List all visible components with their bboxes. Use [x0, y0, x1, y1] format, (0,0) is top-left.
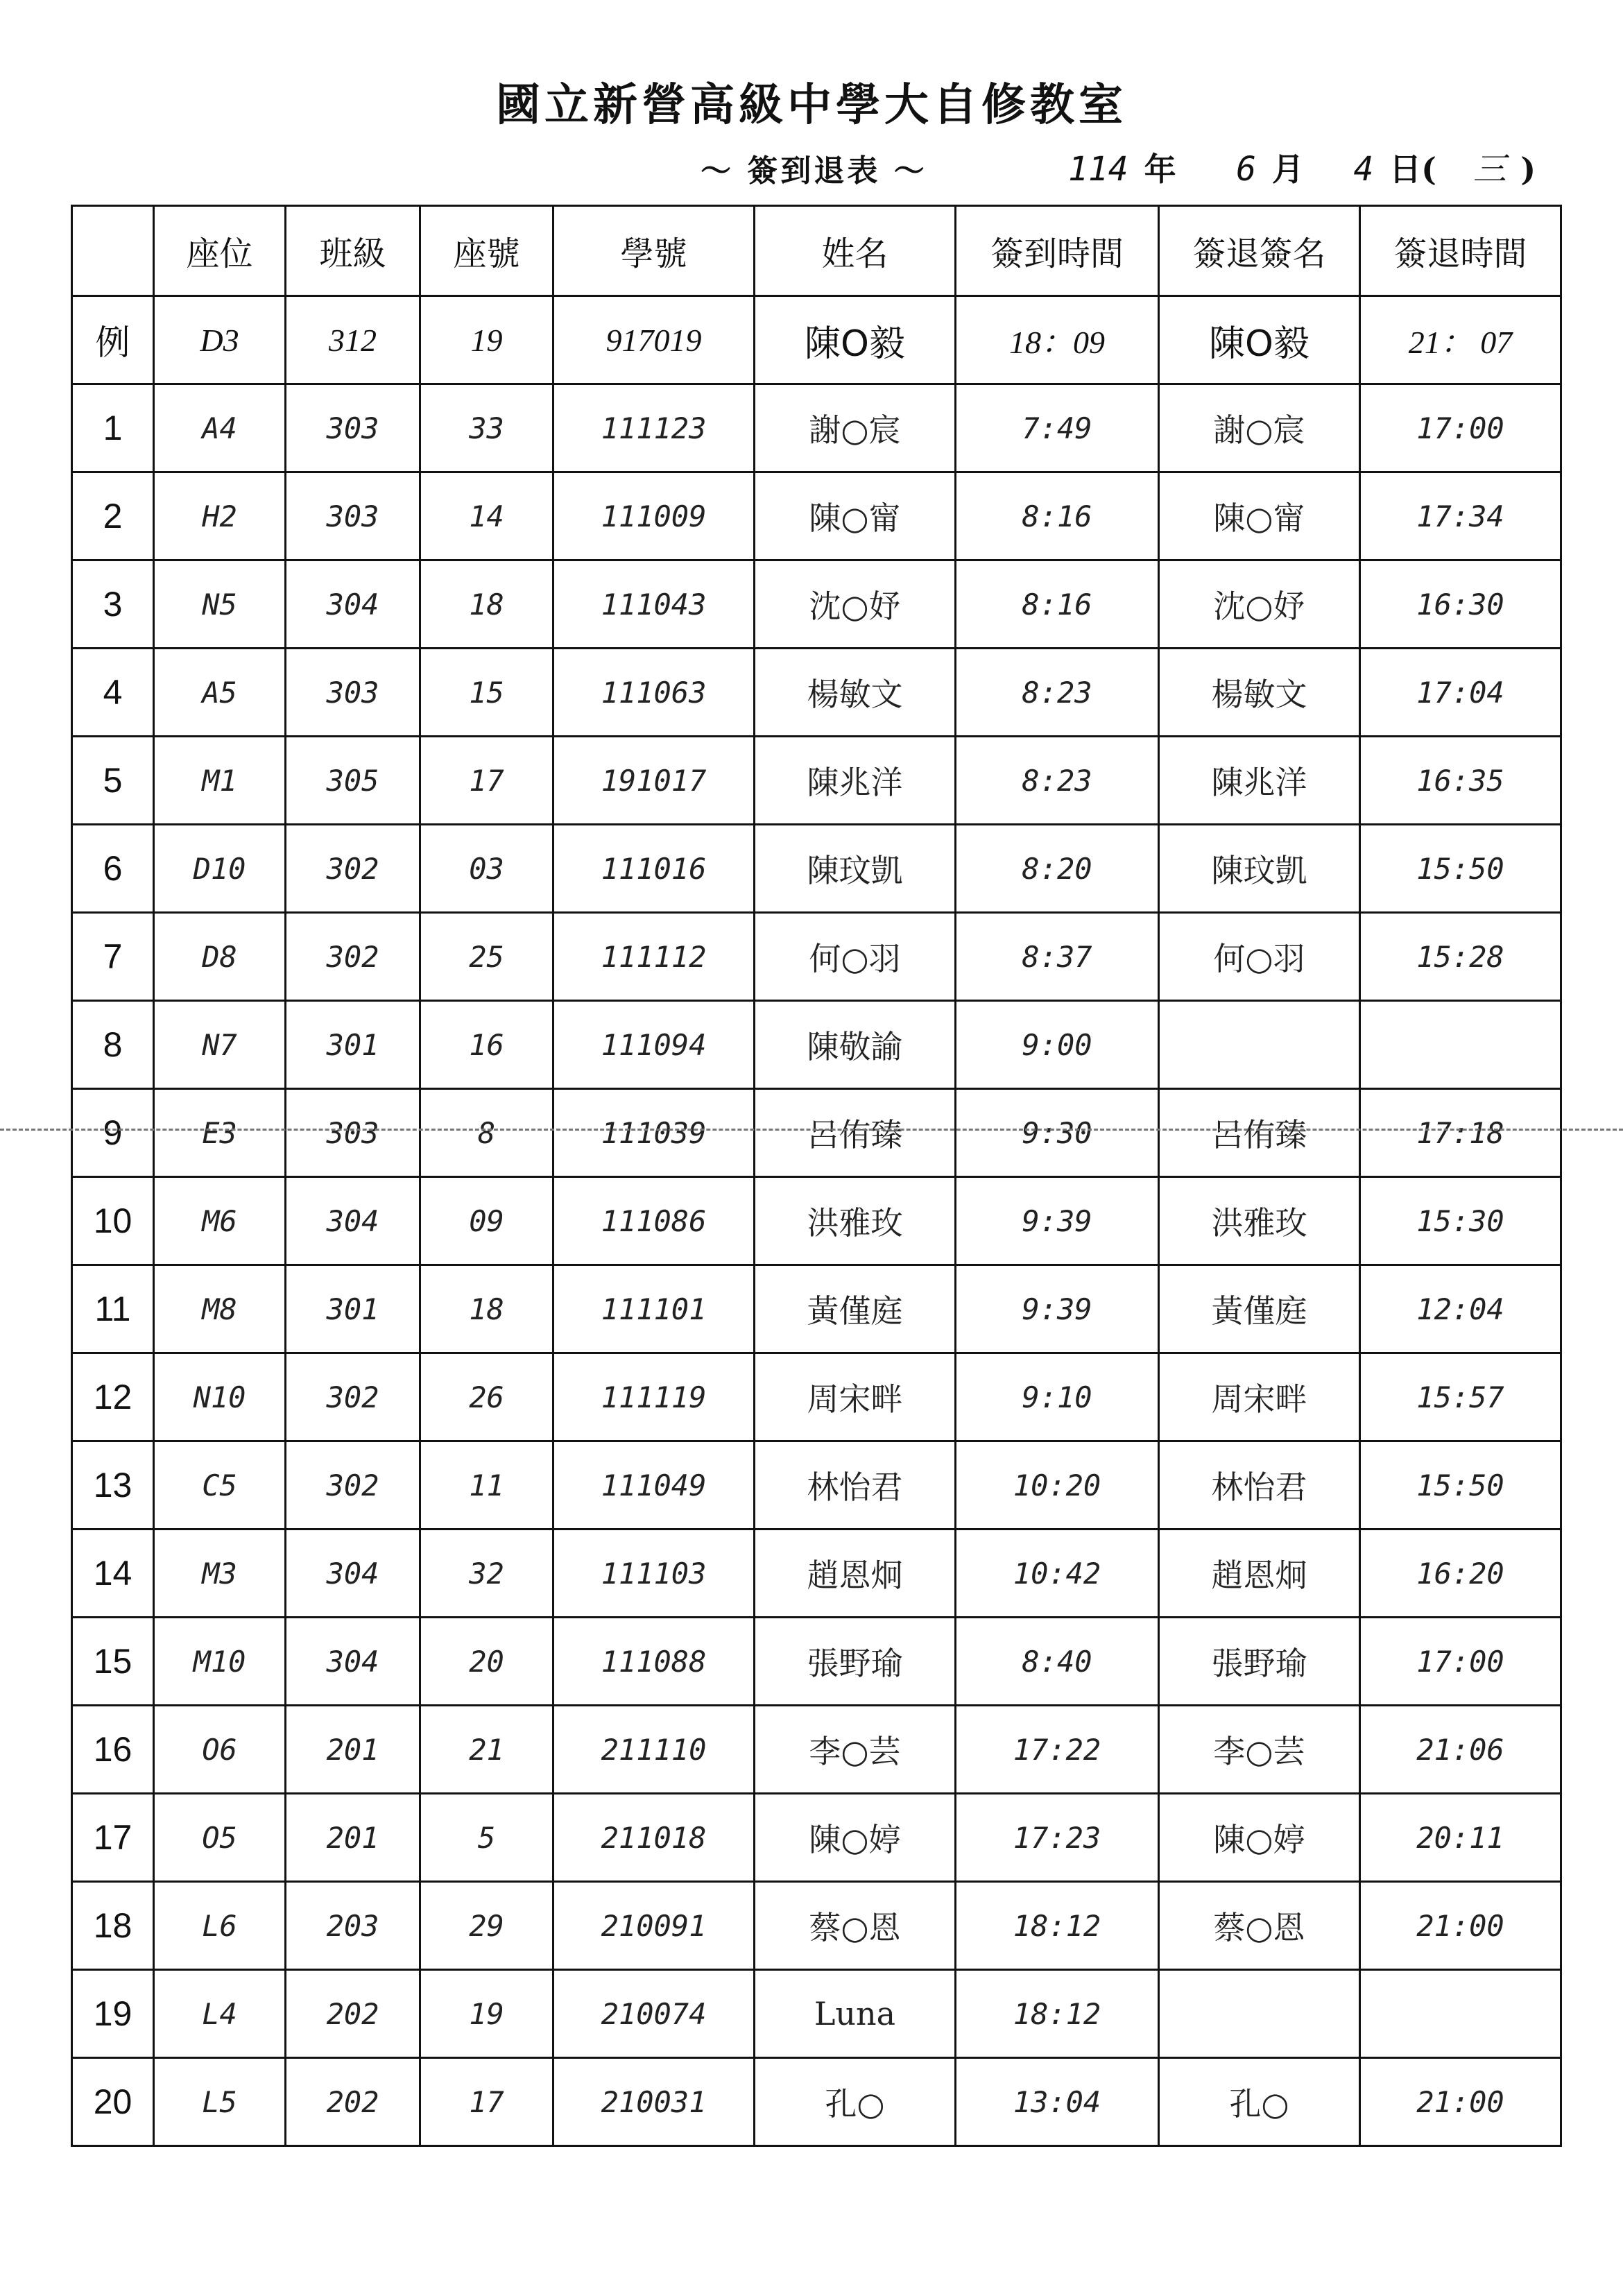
cell-sign-in-time: 17:22 — [956, 1706, 1159, 1794]
cell-name: 何○羽 — [755, 913, 956, 1001]
cell-sign-in-time: 9:10 — [956, 1353, 1159, 1441]
cell-seat-no: 19 — [420, 1970, 553, 2058]
cell-seat-no: 14 — [420, 472, 553, 560]
cell-sign-out-signature: 洪雅玫 — [1159, 1177, 1360, 1265]
cell-seat: M10 — [154, 1618, 286, 1706]
cell-student-id: 111103 — [553, 1530, 755, 1618]
cell-row-number: 8 — [72, 1001, 154, 1089]
table-row — [72, 560, 1561, 649]
cell-sign-in-time: 9:00 — [956, 1001, 1159, 1089]
cell-sign-out-time: 16:35 — [1360, 737, 1561, 825]
table-row — [72, 1177, 1561, 1265]
table-row — [72, 1089, 1561, 1177]
cell-sign-in-time: 8:37 — [956, 913, 1159, 1001]
cell-sign-out-time: 15:28 — [1360, 913, 1561, 1001]
cell-seat-no: 17 — [420, 2058, 553, 2146]
example-student-id: 917019 — [553, 296, 755, 384]
cell-class: 202 — [286, 2058, 420, 2146]
page-title: 國立新營高級中學大自修教室 — [496, 79, 1127, 131]
header-row — [72, 206, 1561, 296]
table-row — [72, 737, 1561, 825]
cell-student-id: 210031 — [553, 2058, 755, 2146]
cell-name: 洪雅玫 — [755, 1177, 956, 1265]
cell-seat: N10 — [154, 1353, 286, 1441]
cell-seat: E3 — [154, 1089, 286, 1177]
example-sign-in-time: 18：09 — [956, 296, 1159, 384]
cell-sign-out-time — [1360, 1970, 1561, 2058]
col-header-sign-out-signature: 簽退簽名 — [1159, 206, 1360, 296]
cell-sign-out-time: 21:00 — [1360, 1882, 1561, 1970]
cell-sign-in-time: 17:23 — [956, 1794, 1159, 1882]
cell-row-number: 15 — [72, 1618, 154, 1706]
cell-row-number: 17 — [72, 1794, 154, 1882]
cell-seat: D8 — [154, 913, 286, 1001]
cell-seat: H2 — [154, 472, 286, 560]
cell-seat: N5 — [154, 560, 286, 649]
cell-sign-out-signature: 謝○宸 — [1159, 384, 1360, 472]
example-class: 312 — [286, 296, 420, 384]
date-day-label: 日( — [1389, 151, 1436, 188]
example-label: 例 — [72, 296, 154, 384]
cell-row-number: 4 — [72, 649, 154, 737]
date-year-label: 年 — [1144, 151, 1176, 188]
date-close-paren: ) — [1520, 151, 1536, 188]
cell-sign-in-time: 9:30 — [956, 1089, 1159, 1177]
cell-row-number: 11 — [72, 1265, 154, 1353]
cell-class: 304 — [286, 1530, 420, 1618]
table-row — [72, 1530, 1561, 1618]
cell-sign-out-signature: 陳○婷 — [1159, 1794, 1360, 1882]
cell-seat-no: 09 — [420, 1177, 553, 1265]
cell-name: 林怡君 — [755, 1441, 956, 1530]
cell-name: 孔○ — [755, 2058, 956, 2146]
cell-sign-in-time: 13:04 — [956, 2058, 1159, 2146]
cell-name: 李○芸 — [755, 1706, 956, 1794]
cell-sign-out-time: 15:50 — [1360, 825, 1561, 913]
cell-sign-out-signature — [1159, 1970, 1360, 2058]
cell-sign-in-time: 9:39 — [956, 1177, 1159, 1265]
cell-student-id: 111112 — [553, 913, 755, 1001]
cell-seat-no: 25 — [420, 913, 553, 1001]
cell-student-id: 111039 — [553, 1089, 755, 1177]
col-header-seat-no: 座號 — [420, 206, 553, 296]
cell-sign-out-signature: 張野瑜 — [1159, 1618, 1360, 1706]
cell-sign-out-time: 15:50 — [1360, 1441, 1561, 1530]
cell-sign-in-time: 8:23 — [956, 649, 1159, 737]
cell-row-number: 20 — [72, 2058, 154, 2146]
cell-row-number: 9 — [72, 1089, 154, 1177]
cell-row-number: 16 — [72, 1706, 154, 1794]
cell-seat-no: 11 — [420, 1441, 553, 1530]
cell-name: 陳○婷 — [755, 1794, 956, 1882]
cell-student-id: 211018 — [553, 1794, 755, 1882]
col-header-student-id: 學號 — [553, 206, 755, 296]
cell-student-id: 111101 — [553, 1265, 755, 1353]
cell-seat-no: 5 — [420, 1794, 553, 1882]
cell-name: 楊敏文 — [755, 649, 956, 737]
date-weekday-value: 三 — [1472, 150, 1506, 189]
table-row — [72, 1618, 1561, 1706]
cell-sign-out-time: 15:30 — [1360, 1177, 1561, 1265]
cell-class: 203 — [286, 1882, 420, 1970]
cell-sign-out-time: 17:04 — [1360, 649, 1561, 737]
cell-name: 陳玟凱 — [755, 825, 956, 913]
table-row — [72, 825, 1561, 913]
col-header-sign-in-time: 簽到時間 — [956, 206, 1159, 296]
cell-row-number: 12 — [72, 1353, 154, 1441]
cell-class: 302 — [286, 1353, 420, 1441]
date-month-value: 6 — [1236, 150, 1257, 189]
cell-sign-out-time: 17:00 — [1360, 384, 1561, 472]
table-row — [72, 1706, 1561, 1794]
cell-seat: D10 — [154, 825, 286, 913]
cell-class: 301 — [286, 1001, 420, 1089]
cell-student-id: 111009 — [553, 472, 755, 560]
table-row — [72, 384, 1561, 472]
table-row — [72, 1794, 1561, 1882]
cell-row-number: 5 — [72, 737, 154, 825]
cell-row-number: 3 — [72, 560, 154, 649]
cell-class: 302 — [286, 913, 420, 1001]
cell-row-number: 7 — [72, 913, 154, 1001]
cell-student-id: 111086 — [553, 1177, 755, 1265]
cell-sign-in-time: 8:20 — [956, 825, 1159, 913]
cell-class: 302 — [286, 1441, 420, 1530]
cell-class: 304 — [286, 1618, 420, 1706]
cell-seat: O6 — [154, 1706, 286, 1794]
cell-sign-out-signature: 何○羽 — [1159, 913, 1360, 1001]
cell-sign-out-signature: 沈○妤 — [1159, 560, 1360, 649]
cell-seat-no: 17 — [420, 737, 553, 825]
cell-name: 趙恩炯 — [755, 1530, 956, 1618]
cell-name: 黃僅庭 — [755, 1265, 956, 1353]
cell-sign-in-time: 8:16 — [956, 560, 1159, 649]
cell-seat: L4 — [154, 1970, 286, 2058]
cell-seat: C5 — [154, 1441, 286, 1530]
cell-student-id: 111063 — [553, 649, 755, 737]
cell-seat-no: 32 — [420, 1530, 553, 1618]
cell-seat: L5 — [154, 2058, 286, 2146]
cell-sign-in-time: 8:23 — [956, 737, 1159, 825]
cell-row-number: 18 — [72, 1882, 154, 1970]
cell-row-number: 6 — [72, 825, 154, 913]
cell-sign-out-signature: 陳兆洋 — [1159, 737, 1360, 825]
table-row — [72, 1441, 1561, 1530]
cell-name: 陳敬諭 — [755, 1001, 956, 1089]
cell-seat-no: 21 — [420, 1706, 553, 1794]
example-seat-no: 19 — [420, 296, 553, 384]
col-header-seat: 座位 — [154, 206, 286, 296]
cell-name: 張野瑜 — [755, 1618, 956, 1706]
cell-name: 周宋畔 — [755, 1353, 956, 1441]
cell-sign-out-signature: 楊敏文 — [1159, 649, 1360, 737]
cell-seat: M1 — [154, 737, 286, 825]
cell-sign-in-time: 8:40 — [956, 1618, 1159, 1706]
cell-seat-no: 18 — [420, 560, 553, 649]
cell-class: 303 — [286, 1089, 420, 1177]
col-header-sign-out-time: 簽退時間 — [1360, 206, 1561, 296]
cell-sign-out-time: 17:18 — [1360, 1089, 1561, 1177]
cell-sign-out-time: 15:57 — [1360, 1353, 1561, 1441]
cell-class: 303 — [286, 472, 420, 560]
cell-sign-out-signature — [1159, 1001, 1360, 1089]
cell-sign-in-time: 18:12 — [956, 1882, 1159, 1970]
col-header-name: 姓名 — [755, 206, 956, 296]
table-row — [72, 1882, 1561, 1970]
cell-seat: A4 — [154, 384, 286, 472]
date-year-value: 114 — [1068, 150, 1128, 189]
sign-in-table — [71, 205, 1562, 2147]
cell-class: 201 — [286, 1794, 420, 1882]
cell-student-id: 111123 — [553, 384, 755, 472]
cell-sign-out-time: 16:20 — [1360, 1530, 1561, 1618]
cell-seat-no: 18 — [420, 1265, 553, 1353]
cell-sign-out-time: 16:30 — [1360, 560, 1561, 649]
cell-sign-out-signature: 林怡君 — [1159, 1441, 1360, 1530]
cell-sign-in-time: 10:42 — [956, 1530, 1159, 1618]
table-row — [72, 1001, 1561, 1089]
table-row — [72, 1353, 1561, 1441]
cell-sign-out-time: 12:04 — [1360, 1265, 1561, 1353]
example-sign-out-signature: 陳O毅 — [1159, 296, 1360, 384]
cell-row-number: 1 — [72, 384, 154, 472]
cell-name: Luna — [755, 1970, 956, 2058]
cell-seat: M3 — [154, 1530, 286, 1618]
cell-sign-out-signature: 孔○ — [1159, 2058, 1360, 2146]
example-row — [72, 296, 1561, 384]
cell-seat-no: 15 — [420, 649, 553, 737]
date-day-value: 4 — [1353, 150, 1374, 189]
cell-seat: L6 — [154, 1882, 286, 1970]
cell-seat-no: 26 — [420, 1353, 553, 1441]
cell-name: 呂侑臻 — [755, 1089, 956, 1177]
cell-seat-no: 29 — [420, 1882, 553, 1970]
cell-student-id: 111016 — [553, 825, 755, 913]
cell-class: 303 — [286, 649, 420, 737]
cell-student-id: 111043 — [553, 560, 755, 649]
cell-sign-out-signature: 李○芸 — [1159, 1706, 1360, 1794]
col-header-index — [72, 206, 154, 296]
example-name: 陳O毅 — [755, 296, 956, 384]
cell-name: 沈○妤 — [755, 560, 956, 649]
cell-seat: M6 — [154, 1177, 286, 1265]
cell-name: 陳○甯 — [755, 472, 956, 560]
table-row — [72, 1265, 1561, 1353]
cell-seat-no: 20 — [420, 1618, 553, 1706]
date-line — [1068, 142, 1536, 190]
cell-row-number: 14 — [72, 1530, 154, 1618]
cell-class: 202 — [286, 1970, 420, 2058]
example-seat: D3 — [154, 296, 286, 384]
page-subtitle: ～ 簽到退表 ～ — [701, 153, 927, 189]
cell-row-number: 13 — [72, 1441, 154, 1530]
cell-student-id: 210074 — [553, 1970, 755, 2058]
cell-row-number: 2 — [72, 472, 154, 560]
cell-name: 謝○宸 — [755, 384, 956, 472]
cell-sign-out-signature: 趙恩炯 — [1159, 1530, 1360, 1618]
table-row — [72, 472, 1561, 560]
cell-class: 301 — [286, 1265, 420, 1353]
cell-name: 陳兆洋 — [755, 737, 956, 825]
cell-seat-no: 16 — [420, 1001, 553, 1089]
cell-sign-out-signature: 陳玟凱 — [1159, 825, 1360, 913]
cell-sign-in-time: 9:39 — [956, 1265, 1159, 1353]
cell-sign-in-time: 18:12 — [956, 1970, 1159, 2058]
col-header-class: 班級 — [286, 206, 420, 296]
cell-class: 201 — [286, 1706, 420, 1794]
cell-student-id: 210091 — [553, 1882, 755, 1970]
cell-seat-no: 03 — [420, 825, 553, 913]
cell-sign-out-time: 17:34 — [1360, 472, 1561, 560]
cell-sign-out-time — [1360, 1001, 1561, 1089]
cell-sign-out-time: 20:11 — [1360, 1794, 1561, 1882]
cell-row-number: 19 — [72, 1970, 154, 2058]
cell-class: 303 — [286, 384, 420, 472]
cell-student-id: 111088 — [553, 1618, 755, 1706]
date-month-label: 月 — [1271, 151, 1304, 188]
cell-student-id: 211110 — [553, 1706, 755, 1794]
cell-seat-no: 8 — [420, 1089, 553, 1177]
cell-seat: N7 — [154, 1001, 286, 1089]
cell-seat-no: 33 — [420, 384, 553, 472]
dashed-line — [0, 1129, 1623, 1131]
cell-sign-out-signature: 呂侑臻 — [1159, 1089, 1360, 1177]
cell-sign-out-signature: 黃僅庭 — [1159, 1265, 1360, 1353]
table-row — [72, 2058, 1561, 2146]
cell-sign-in-time: 7:49 — [956, 384, 1159, 472]
table-row — [72, 913, 1561, 1001]
cell-sign-out-signature: 陳○甯 — [1159, 472, 1360, 560]
cell-class: 304 — [286, 560, 420, 649]
cell-class: 305 — [286, 737, 420, 825]
table-row — [72, 1970, 1561, 2058]
cell-seat: M8 — [154, 1265, 286, 1353]
cell-class: 302 — [286, 825, 420, 913]
cell-sign-in-time: 10:20 — [956, 1441, 1159, 1530]
cell-sign-out-signature: 周宋畔 — [1159, 1353, 1360, 1441]
example-sign-out-time: 21： 07 — [1360, 296, 1561, 384]
cell-name: 蔡○恩 — [755, 1882, 956, 1970]
cell-sign-in-time: 8:16 — [956, 472, 1159, 560]
cell-sign-out-time: 17:00 — [1360, 1618, 1561, 1706]
cell-class: 304 — [286, 1177, 420, 1265]
cell-student-id: 191017 — [553, 737, 755, 825]
cell-sign-out-time: 21:00 — [1360, 2058, 1561, 2146]
cell-student-id: 111049 — [553, 1441, 755, 1530]
cell-row-number: 10 — [72, 1177, 154, 1265]
cell-sign-out-time: 21:06 — [1360, 1706, 1561, 1794]
cell-seat: O5 — [154, 1794, 286, 1882]
cell-sign-out-signature: 蔡○恩 — [1159, 1882, 1360, 1970]
cell-student-id: 111094 — [553, 1001, 755, 1089]
cell-seat: A5 — [154, 649, 286, 737]
cell-student-id: 111119 — [553, 1353, 755, 1441]
table-row — [72, 649, 1561, 737]
